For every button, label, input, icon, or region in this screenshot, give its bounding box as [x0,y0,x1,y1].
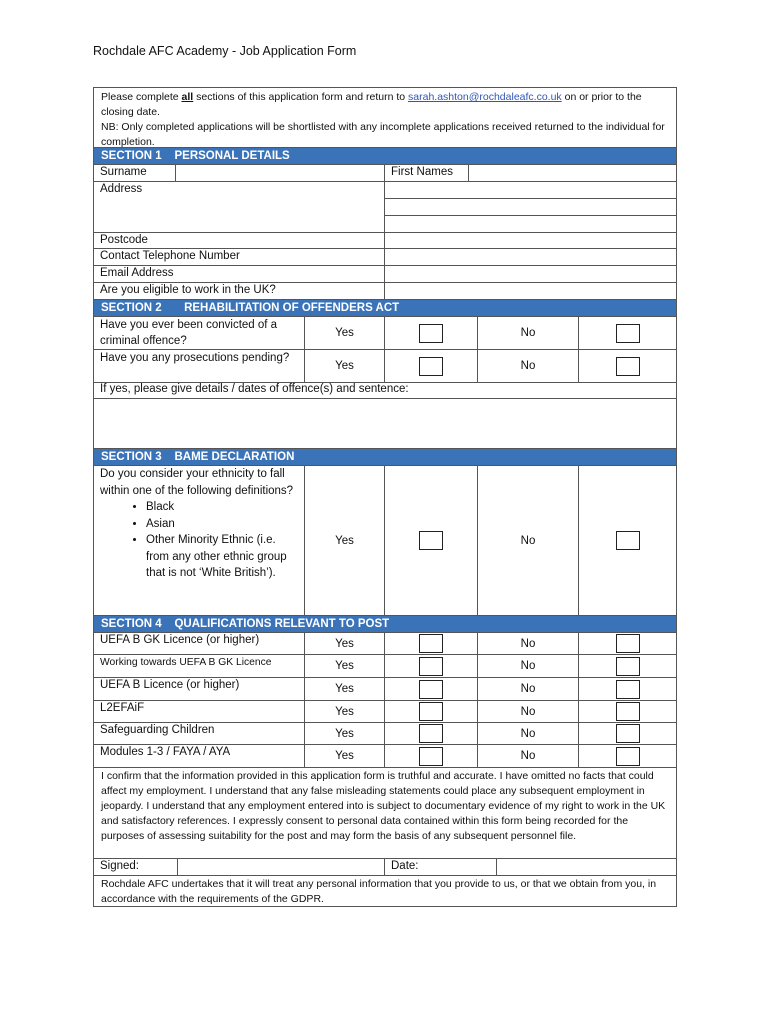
postcode-label: Postcode [94,233,385,248]
qualification-no-checkbox[interactable] [616,702,640,721]
address-field[interactable] [385,182,676,232]
qualification-yes-label: Yes [305,633,385,654]
qualification-yes-checkbox[interactable] [419,657,443,676]
eligible-row [94,283,676,300]
phone-field[interactable] [385,249,676,265]
email-label: Email Address [94,266,385,282]
qualification-row [94,655,676,678]
qualification-label: Modules 1-3 / FAYA / AYA [94,745,305,767]
bame-yes-label: Yes [305,466,385,615]
qualification-row [94,633,676,655]
phone-row [94,249,676,266]
date-label: Date: [385,859,497,875]
qualification-yes-checkbox[interactable] [419,702,443,721]
qualification-no-label: No [478,745,579,767]
intro-note: NB: Only completed applications will be shortlisted with any incomplete applications received returned to the individual for completion. [101,121,665,148]
postcode-field[interactable] [385,233,676,248]
qualification-yes-label: Yes [305,745,385,767]
intro-text-after: on or prior to the closing date. [101,91,642,118]
address-line-1[interactable] [385,182,676,199]
qualification-yes-label: Yes [305,655,385,677]
bame-question: Do you consider your ethnicity to fall within one of the following definitions? [100,468,294,497]
qualification-yes-label: Yes [305,701,385,722]
surname-field[interactable] [176,165,385,181]
signed-label: Signed: [94,859,178,875]
convicted-no-cell [579,317,676,349]
address-line-2[interactable] [385,199,676,216]
bame-option: • Asian [146,516,298,533]
address-label: Address [94,182,385,232]
bame-options-list [100,499,298,582]
qualification-no-checkbox[interactable] [616,747,640,766]
address-line-3[interactable] [385,216,676,232]
bame-question-cell [94,466,305,615]
qualification-yes-label: Yes [305,723,385,744]
qualification-label: UEFA B Licence (or higher) [94,678,305,700]
qualification-no-cell [579,678,676,700]
address-row [94,182,676,233]
offence-details-label: If yes, please give details / dates of offence(s) and sentence: [94,383,676,399]
qualification-yes-checkbox[interactable] [419,680,443,699]
qualification-no-checkbox[interactable] [616,680,640,699]
qualification-yes-cell [385,701,478,722]
qualification-no-cell [579,633,676,654]
qualification-row [94,745,676,768]
bame-option: • Black [146,499,298,516]
eligible-label: Are you eligible to work in the UK? [94,283,385,299]
qualification-yes-checkbox[interactable] [419,747,443,766]
surname-row [94,165,676,182]
prosecutions-question: Have you any prosecutions pending? [94,350,305,382]
intro-text: Please complete [101,91,182,103]
qualification-yes-checkbox[interactable] [419,724,443,743]
qualification-no-checkbox[interactable] [616,657,640,676]
qualification-yes-cell [385,723,478,744]
qualification-yes-cell [385,633,478,654]
qualification-label: Safeguarding Children [94,723,305,744]
qualification-row [94,701,676,723]
section1-header: SECTION 1 PERSONAL DETAILS [94,148,676,165]
application-form [93,87,677,907]
qualification-row [94,678,676,701]
postcode-row [94,233,676,249]
qualification-label: UEFA B GK Licence (or higher) [94,633,305,654]
gdpr-statement: Rochdale AFC undertakes that it will treat any personal information that you provide to us, or that we obtain from you, in accordance with the requirements of the GDPR. [101,878,657,905]
declaration-text: I confirm that the information provided in this application form is truthful and accurate. I have omitted no facts that could affect my employment. I understand that any false misleading statements could place any subsequent employment in jeopardy. I understand that any employment entered into is subject to documentary evidence of my right to work in the UK and satisfactory references. I expressly consent to personal data contained within this form being recorded for the purposes of assessing suitability for the post and may form the basis of any subsequent personnel file. [94,768,676,859]
prosecutions-yes-cell [385,350,478,382]
bame-yes-checkbox[interactable] [419,531,443,550]
qualification-yes-cell [385,745,478,767]
email-field[interactable] [385,266,676,282]
bame-option: • Other Minority Ethnic (i.e. from any other ethnic group that is not ‘White British’). [146,532,298,582]
signature-field[interactable] [178,859,385,875]
qualification-no-label: No [478,723,579,744]
bame-row [94,466,676,616]
prosecutions-row [94,350,676,383]
qualification-no-checkbox[interactable] [616,634,640,653]
intro-instructions [94,88,676,148]
convicted-no-label: No [478,317,579,349]
qualification-no-cell [579,655,676,677]
surname-label: Surname [94,165,176,181]
prosecutions-no-label: No [478,350,579,382]
convicted-question: Have you ever been convicted of a criminal offence? [94,317,305,349]
first-names-field[interactable] [469,165,676,181]
signature-row [94,859,676,876]
qualification-row [94,723,676,745]
first-names-label: First Names [385,165,469,181]
qualification-yes-label: Yes [305,678,385,700]
convicted-yes-checkbox[interactable] [419,324,443,343]
email-row [94,266,676,283]
section4-header: SECTION 4 QUALIFICATIONS RELEVANT TO POST [94,616,676,633]
prosecutions-no-cell [579,350,676,382]
convicted-yes-cell [385,317,478,349]
phone-label: Contact Telephone Number [94,249,385,265]
prosecutions-yes-checkbox[interactable] [419,357,443,376]
bame-yes-cell [385,466,478,615]
prosecutions-yes-label: Yes [305,350,385,382]
bame-no-label: No [478,466,579,615]
section3-header: SECTION 3 BAME DECLARATION [94,449,676,466]
qualification-yes-cell [385,655,478,677]
eligible-field[interactable] [385,283,676,299]
intro-text-middle: sections of this application form and return to [193,91,409,103]
qualification-yes-checkbox[interactable] [419,634,443,653]
convicted-no-checkbox[interactable] [616,324,640,343]
qualification-no-label: No [478,678,579,700]
qualification-no-cell [579,701,676,722]
qualification-label: L2EFAiF [94,701,305,722]
qualification-no-checkbox[interactable] [616,724,640,743]
offence-details-field[interactable] [94,399,676,449]
convicted-yes-label: Yes [305,317,385,349]
qualification-yes-cell [385,678,478,700]
qualification-no-label: No [478,633,579,654]
convicted-row [94,317,676,350]
qualification-no-cell [579,745,676,767]
prosecutions-no-checkbox[interactable] [616,357,640,376]
qualification-no-cell [579,723,676,744]
section2-header: SECTION 2 REHABILITATION OF OFFENDERS ACT [94,300,676,317]
date-field[interactable] [497,859,676,875]
qualification-label: Working towards UEFA B GK Licence [94,655,305,677]
return-email-link[interactable]: sarah.ashton@rochdaleafc.co.uk [408,91,562,103]
document-title: Rochdale AFC Academy - Job Application Form [93,44,357,58]
bame-no-checkbox[interactable] [616,531,640,550]
bame-no-cell [579,466,676,615]
qualification-no-label: No [478,701,579,722]
qualification-no-label: No [478,655,579,677]
intro-bold-word: all [181,91,194,103]
